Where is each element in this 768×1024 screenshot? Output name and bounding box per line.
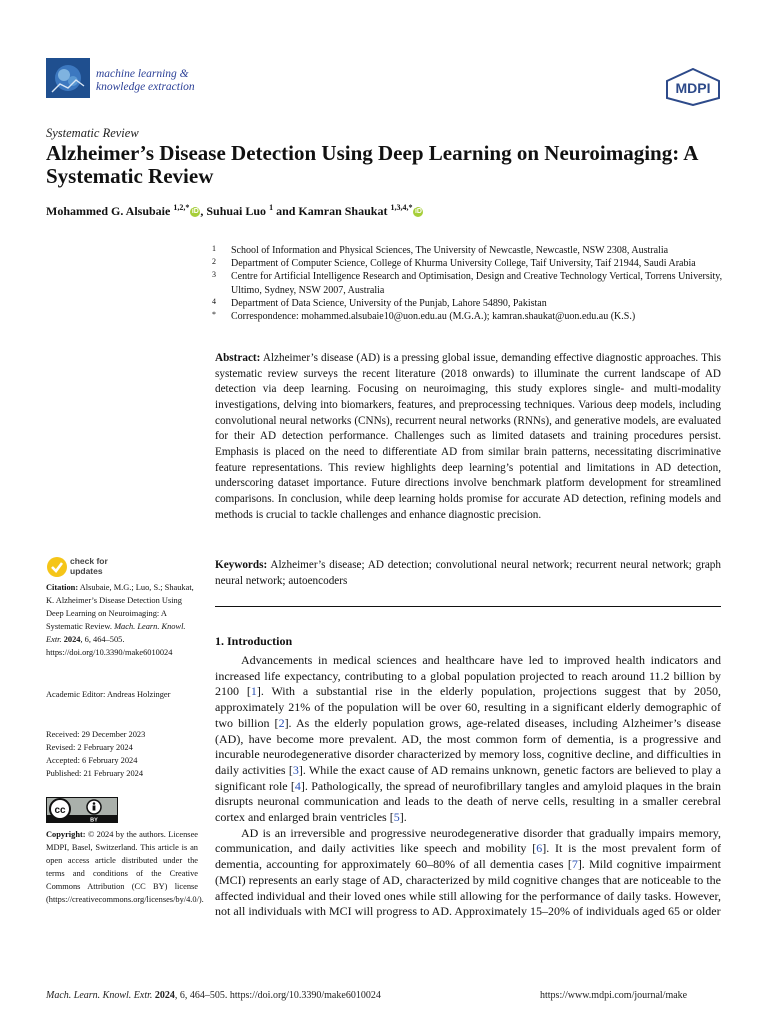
reference-link[interactable]: 1 [250,684,257,699]
date-received: Received: 29 December 2023 [46,730,146,739]
svg-text:cc: cc [54,805,66,816]
author-conjunction: and [276,204,296,218]
divider [215,606,721,607]
article-type: Systematic Review [46,126,139,140]
author-name[interactable]: Suhuai Luo [206,204,267,218]
body-text [215,653,721,920]
abstract-label: Abstract: [215,352,261,364]
affiliation-item: 2 Department of Computer Science, College of Khurma University College, Taif University, Taif 21944, Saudi Arabia [212,257,696,270]
orcid-icon[interactable]: iD [414,208,422,216]
paragraph: Advancements in medical sciences and healthcare have led to improved health indicators and increased life expectancy, contributing to a global population projected to reach around 11.2 billion by 2100 [1]. With a substantial rise in the elderly population, projections suggest that by 2050, approximately 21% of the population will be over 60, resulting in a significant elderly demographic of two billion [2]. As the elderly population grows, age-related diseases, including Alzheimer’s disease (AD), have become more prevalent. AD, the most common form of dementia, is a progressive and incurable neurodegenerative disorder characterized by memory loss, cognitive decline, and difficulties in daily activities [3]. While the exact cause of AD remains unknown, genetic factors are believed to play a significant role [4]. Pathologically, the spread of neurofibrillary tangles and amyloid plaques in the brain disrupts neuronal communication and leads to the death of nerve cells, resulting in a smaller cerebral cortex and enlarged brain ventricles [5]. [215,653,722,825]
paragraph: AD is an irreversible and progressive neurodegenerative disorder that gradually impairs memory, communication, and daily activities like speech and mobility [6]. It is the most prevalent form of dementia, accounting for approximately 60–80% of all dementia cases [7]. Mild cognitive impairment (MCI) represents an early stage of AD, characterized by mild cognitive changes that are noticeable to the affected individual and their loved ones while still allowing for the performance of daily tasks. However, not all individuals with MCI will progress to AD. Approximately 15–20% of individuals aged 65 or older [215,825,722,919]
mdpi-logo-text: MDPI [675,80,711,96]
author-affil-sup: 1 [269,203,274,212]
abstract-text: Alzheimer’s disease (AD) is a pressing global issue, demanding effective diagnostic approaches. This systematic review surveys the recent literature (2018 onwards) to illuminate the current landscape of AD detection via deep learning. Focusing on neuroimaging, this study explores single- and multi-modality investigations, delving into biomarkers, features, and preprocessing techniques. Various deep models, including convolutional neural networks (CNNs), recurrent neural networks (RNNs), and generative models, are evaluated for their AD detection performance. Challenges such as limited datasets and training procedures persist. Emphasis is placed on the need to differentiate AD from similar brain patterns, necessitating discriminative feature representations. This review highlights deep learning’s potential and limitations in AD detection, underscoring dataset importance. Future directions involve benchmark platform development for streamlined comparisons. In conclusion, while deep learning holds promise for accurate AD detection, refining models and methods is crucial to tackle challenges and enhance diagnostic precision. [215,352,721,521]
reference-link[interactable]: 7 [571,857,578,872]
affiliation-item: 1 School of Information and Physical Sciences, The University of Newcastle, Newcastle, NSW 2308, Australia [212,244,669,256]
date-published: Published: 21 February 2024 [46,769,144,778]
svg-text:BY: BY [90,817,98,823]
journal-logo [46,58,90,98]
author-list: Mohammed G. Alsubaie $^{1,2,*}$ iD , Suhuai Luo $^1$ and Kamran Shaukat $^{1,3,4,*}$ iD [46,203,422,218]
reference-link[interactable]: 6 [536,841,543,856]
footer-citation: Mach. Learn. Knowl. Extr. 2024, 6, 464–505. https://doi.org/10.3390/make6010024 [46,990,381,1001]
orcid-icon[interactable]: iD [191,208,199,216]
check-updates-label: check for updates [70,556,108,576]
check-updates-icon [46,556,68,578]
citation: Citation: Alsubaie, M.G.; Luo, S.; Shaukat, K. Alzheimer’s Disease Detection Using Deep Learning on Neuroimaging: A Systematic Review. Mach. Learn. Knowl. Extr. 2024, 6, 464–505. https://doi.org/10.3390/make6010024 [46,583,194,657]
reference-link[interactable]: 5 [393,810,400,825]
date-revised: Revised: 2 February 2024 [46,743,133,752]
author-name[interactable]: Kamran Shaukat [298,204,388,218]
section-heading: 1. Introduction [215,634,293,648]
page-title: Alzheimer’s Disease Detection Using Deep Learning on Neuroimaging: A Systematic Review [46,141,698,188]
affiliation-item: 4 Department of Data Science, University of the Punjab, Lahore 54890, Pakistan [212,296,547,309]
author-name[interactable]: Mohammed G. Alsubaie [46,204,171,218]
affiliations [212,244,732,323]
keywords [215,558,721,589]
publication-dates [46,728,198,780]
footer-journal-url[interactable]: https://www.mdpi.com/journal/make [540,990,688,1001]
reference-link[interactable]: 4 [294,778,301,793]
affiliation-item: 3 Centre for Artificial Intelligence Research and Optimisation, Design and Creative Technology Vertical, Torrens University, Ultimo, Sydney, NSW 2007, Australia [212,270,723,296]
reference-link[interactable]: 2 [278,715,285,730]
author-affil-sup: 1,2,* [173,203,190,212]
keywords-label: Keywords: [215,559,268,571]
check-for-updates-badge[interactable] [46,556,116,578]
mdpi-logo [664,68,722,106]
cc-by-license-icon[interactable] [46,797,118,823]
reference-link[interactable]: 3 [292,762,299,777]
author-affil-sup: 1,3,4,* [390,203,413,212]
keywords-text: Alzheimer’s disease; AD detection; convolutional neural network; recurrent neural network; graph neural network; autoencoders [215,559,721,587]
correspondence: * Correspondence: mohammed.alsubaie10@uon.edu.au (M.G.A.); kamran.shaukat@uon.edu.au (K.S.) [212,310,636,323]
academic-editor: Academic Editor: Andreas Holzinger [46,690,171,699]
abstract [215,351,721,523]
date-accepted: Accepted: 6 February 2024 [46,756,138,765]
copyright-notice: Copyright: © 2024 by the authors. Licensee MDPI, Basel, Switzerland. This article is an open access article distributed under the terms and conditions of the Creative Commons Attribution (CC BY) license (https://creativecommons.org/licenses/by/4.0/). [46,830,204,904]
journal-name: machine learning & knowledge extraction [96,68,195,93]
